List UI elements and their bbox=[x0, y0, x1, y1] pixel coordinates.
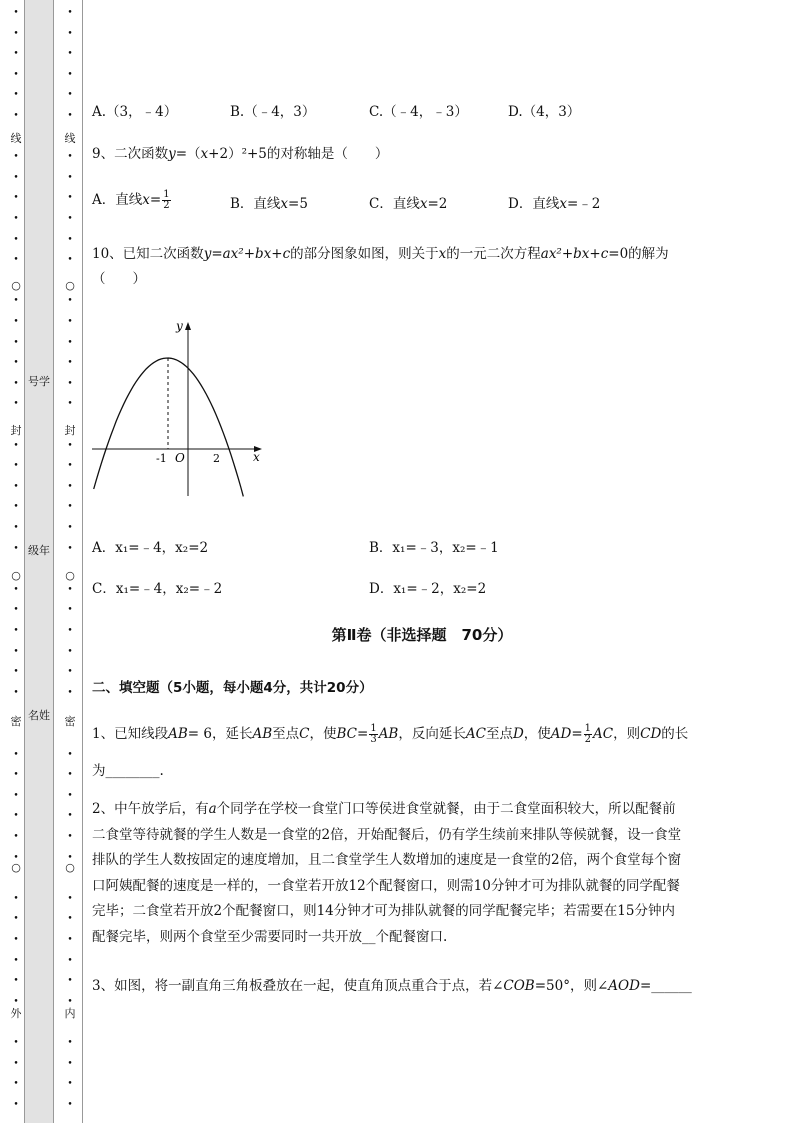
margin-dot: • bbox=[67, 90, 73, 101]
margin-dot: • bbox=[67, 687, 73, 698]
x-axis-label: x bbox=[253, 450, 260, 464]
f2-line2: 二食堂等待就餐的学生人数是一食堂的2倍，开始配餐后，仍有学生续前来排队等候就餐，设一食堂 bbox=[92, 826, 682, 843]
margin-dot: • bbox=[13, 440, 19, 451]
margin-dot: • bbox=[13, 90, 19, 101]
margin-char: 线 bbox=[10, 132, 22, 145]
margin-dot: • bbox=[13, 1079, 19, 1090]
origin-label: O bbox=[175, 451, 185, 465]
margin-dot: • bbox=[13, 790, 19, 801]
parabola-graph bbox=[92, 316, 272, 501]
margin-dot: • bbox=[67, 1058, 73, 1069]
margin-dot: • bbox=[67, 337, 73, 348]
binding-margin-inner bbox=[56, 0, 83, 1123]
margin-dot: • bbox=[13, 358, 19, 369]
margin-dot: • bbox=[67, 234, 73, 245]
q10-stem: 10、已知二次函数y=ax²+bx+c的部分图象如图，则关于x的一元二次方程ax²+bx+c=0的解为 bbox=[92, 246, 669, 262]
margin-dot: • bbox=[13, 1099, 19, 1110]
margin-dot: • bbox=[13, 605, 19, 616]
margin-dot: • bbox=[67, 976, 73, 987]
q10-option-d: D．x₁=﹣2，x₂=2 bbox=[369, 581, 487, 597]
q8-option-a: A.（3，﹣4） bbox=[92, 104, 178, 120]
student-number-label: 号学 bbox=[28, 375, 50, 388]
margin-dot: • bbox=[13, 893, 19, 904]
part2-title: 第Ⅱ卷（非选择题 70分） bbox=[331, 626, 513, 644]
margin-char: 封 bbox=[10, 424, 22, 437]
margin-dot: • bbox=[67, 626, 73, 636]
margin-dot: • bbox=[67, 255, 73, 266]
margin-dot: • bbox=[67, 28, 73, 39]
q8-option-c: C.（﹣4，﹣3） bbox=[369, 104, 468, 120]
margin-dot: • bbox=[67, 172, 73, 183]
margin-char: 内 bbox=[64, 1007, 76, 1020]
tick-label-neg1: -1 bbox=[156, 452, 167, 465]
margin-dot: • bbox=[67, 317, 73, 327]
q10-answer-paren: （ ） bbox=[92, 271, 146, 287]
margin-dot: • bbox=[13, 296, 19, 307]
margin-dot: • bbox=[67, 152, 73, 163]
student-info-strip bbox=[24, 0, 54, 1123]
y-axis-label: y bbox=[176, 319, 183, 333]
margin-dot: • bbox=[67, 8, 73, 18]
margin-char: 密 bbox=[64, 715, 76, 728]
margin-dot: • bbox=[67, 1099, 73, 1110]
margin-dot: • bbox=[67, 523, 73, 533]
margin-dot: • bbox=[67, 790, 73, 801]
margin-dot: • bbox=[13, 1038, 19, 1048]
margin-dot: • bbox=[67, 935, 73, 945]
q9-stem-mid: =（ bbox=[175, 146, 201, 162]
margin-dot: • bbox=[67, 770, 73, 781]
q9-stem-rest: +2）²+5的对称轴是（ ） bbox=[208, 146, 389, 162]
margin-dot: • bbox=[67, 399, 73, 410]
y-axis-arrow bbox=[185, 322, 191, 330]
margin-dot: • bbox=[13, 852, 19, 863]
q9-stem-prefix: 9、二次函数 bbox=[92, 146, 169, 162]
fraction-one-half: $\frac{1}{2}$ bbox=[163, 189, 170, 211]
tick-label-2: 2 bbox=[213, 452, 220, 465]
margin-dot: • bbox=[13, 914, 19, 925]
margin-char: 封 bbox=[64, 424, 76, 437]
margin-dot: • bbox=[67, 214, 73, 224]
margin-dot: • bbox=[13, 193, 19, 204]
margin-dot: • bbox=[67, 1079, 73, 1090]
margin-dot: • bbox=[13, 543, 19, 554]
q10-equation: ax²+bx+c bbox=[540, 246, 609, 262]
margin-dot: • bbox=[13, 69, 19, 80]
margin-dot: • bbox=[13, 255, 19, 266]
margin-char: 外 bbox=[10, 1007, 22, 1020]
margin-dot: • bbox=[13, 481, 19, 492]
margin-dot: • bbox=[67, 646, 73, 657]
margin-circle-mark: ○ bbox=[65, 279, 75, 292]
q9-option-d: D．直线x=﹣2 bbox=[508, 196, 601, 212]
margin-dot: • bbox=[13, 8, 19, 18]
margin-dot: • bbox=[67, 749, 73, 760]
q10-function: y=ax²+bx+c bbox=[203, 246, 291, 262]
q9-option-c: C．直线x=2 bbox=[369, 196, 448, 212]
margin-dot: • bbox=[13, 399, 19, 410]
f2-line6: 配餐完毕，则两个食堂至少需要同时一共开放__个配餐窗口. bbox=[92, 928, 448, 945]
margin-dot: • bbox=[13, 935, 19, 945]
margin-dot: • bbox=[13, 687, 19, 698]
margin-dot: • bbox=[67, 914, 73, 925]
margin-circle-mark: ○ bbox=[65, 569, 75, 582]
f2-paragraph bbox=[92, 797, 742, 950]
margin-dot: • bbox=[13, 523, 19, 533]
margin-dot: • bbox=[13, 832, 19, 842]
margin-dot: • bbox=[13, 667, 19, 678]
margin-dot: • bbox=[67, 69, 73, 80]
margin-char: 线 bbox=[64, 132, 76, 145]
margin-dot: • bbox=[13, 626, 19, 636]
f1-line2: 为________. bbox=[92, 763, 164, 779]
margin-dot: • bbox=[67, 584, 73, 595]
q9-option-a: A．直线x= $\frac{1}{2}$ bbox=[92, 189, 170, 211]
margin-dot: • bbox=[13, 234, 19, 245]
margin-dot: • bbox=[67, 605, 73, 616]
margin-circle-mark: ○ bbox=[65, 861, 75, 874]
margin-dot: • bbox=[67, 378, 73, 389]
q9-var-y: y bbox=[168, 146, 176, 162]
margin-dot: • bbox=[67, 996, 73, 1007]
q8-option-d: D.（4，3） bbox=[508, 104, 581, 120]
margin-dot: • bbox=[67, 296, 73, 307]
margin-dot: • bbox=[67, 502, 73, 513]
f2-line1: 2、中午放学后，有a个同学在学校一食堂门口等侯进食堂就餐，由于二食堂面积较大，所以配餐前 bbox=[92, 801, 676, 817]
margin-dot: • bbox=[67, 481, 73, 492]
margin-dot: • bbox=[13, 749, 19, 760]
q10-option-a: A．x₁=﹣4，x₂=2 bbox=[92, 540, 209, 556]
margin-dot: • bbox=[67, 955, 73, 966]
margin-dot: • bbox=[13, 152, 19, 163]
f2-line5: 完毕；二食堂若开放2个配餐窗口，则14分钟才可为排队就餐的同学配餐完毕；若需要在15分钟内 bbox=[92, 903, 675, 919]
f2-line3: 排队的学生人数按固定的速度增加，且二食堂学生人数增加的速度是一食堂的2倍，两个食堂每个窗 bbox=[92, 852, 682, 868]
margin-dot: • bbox=[67, 832, 73, 842]
margin-dot: • bbox=[13, 378, 19, 389]
margin-circle-mark: ○ bbox=[11, 279, 21, 292]
margin-dot: • bbox=[13, 461, 19, 472]
margin-dot: • bbox=[13, 584, 19, 595]
margin-dot: • bbox=[13, 770, 19, 781]
margin-dot: • bbox=[67, 49, 73, 60]
margin-dot: • bbox=[13, 172, 19, 183]
margin-dot: • bbox=[13, 214, 19, 224]
grade-label: 级年 bbox=[28, 544, 50, 557]
f2-line4: 口阿姨配餐的速度是一样的，一食堂若开放12个配餐窗口，则需10分钟才可为排队就餐的同学配餐 bbox=[92, 877, 680, 894]
fill-in-section-title: 二、填空题（5小题，每小题4分，共计20分） bbox=[92, 680, 373, 696]
margin-circle-mark: ○ bbox=[11, 861, 21, 874]
margin-char: 密 bbox=[10, 715, 22, 728]
margin-circle-mark: ○ bbox=[11, 569, 21, 582]
q9-stem bbox=[92, 142, 388, 162]
margin-dot: • bbox=[67, 811, 73, 822]
margin-dot: • bbox=[67, 543, 73, 554]
q10-option-c: C．x₁=﹣4，x₂=﹣2 bbox=[92, 581, 223, 597]
f1-line1: 1、已知线段AB= 6，延长AB至点C，使BC= $\frac{1}{3}$ AB，反向延长AC至点D，使AD= $\frac{1}{2}$ AC，则CD的长 bbox=[92, 723, 689, 745]
margin-dot: • bbox=[13, 646, 19, 657]
margin-dot: • bbox=[67, 893, 73, 904]
outer-dot-column bbox=[6, 0, 26, 1123]
margin-dot: • bbox=[67, 111, 73, 121]
margin-dot: • bbox=[67, 667, 73, 678]
inner-dot-column bbox=[60, 0, 80, 1123]
margin-dot: • bbox=[67, 193, 73, 204]
margin-dot: • bbox=[67, 1038, 73, 1048]
margin-dot: • bbox=[13, 811, 19, 822]
name-label: 名姓 bbox=[28, 709, 50, 722]
margin-dot: • bbox=[13, 111, 19, 121]
margin-dot: • bbox=[13, 49, 19, 60]
fraction-one-third: $\frac{1}{3}$ bbox=[370, 723, 377, 745]
f3-stem: 3、如图，将一副直角三角板叠放在一起，使直角顶点重合于点，若∠COB=50°，则∠AOD=______ bbox=[92, 978, 692, 994]
margin-dot: • bbox=[13, 502, 19, 513]
margin-dot: • bbox=[67, 461, 73, 472]
margin-dot: • bbox=[13, 976, 19, 987]
margin-dot: • bbox=[67, 852, 73, 863]
margin-dot: • bbox=[13, 28, 19, 39]
margin-dot: • bbox=[13, 317, 19, 327]
q9-option-b: B．直线x=5 bbox=[230, 196, 308, 212]
margin-dot: • bbox=[13, 996, 19, 1007]
margin-dot: • bbox=[67, 358, 73, 369]
margin-dot: • bbox=[13, 337, 19, 348]
q9-var-x: x bbox=[200, 146, 209, 162]
margin-dot: • bbox=[13, 955, 19, 966]
fraction-one-half-f1: $\frac{1}{2}$ bbox=[584, 723, 592, 745]
margin-dot: • bbox=[67, 440, 73, 451]
q8-option-b: B.（﹣4，3） bbox=[230, 104, 316, 120]
margin-dot: • bbox=[13, 1058, 19, 1069]
binding-margin-outer bbox=[0, 0, 24, 1123]
q10-option-b: B．x₁=﹣3，x₂=﹣1 bbox=[369, 540, 499, 556]
